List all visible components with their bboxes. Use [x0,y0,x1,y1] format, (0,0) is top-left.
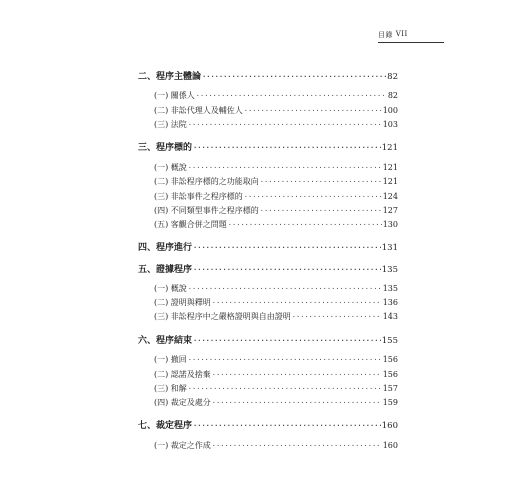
toc-section-row[interactable] [154,176,398,187]
chapter-page-number: 121 [381,143,398,153]
toc-section-row[interactable] [154,90,398,101]
section-page-number: 124 [382,192,398,201]
running-header [378,30,444,43]
section-title: (五) 客觀合併之問題 [154,220,227,229]
section-title: (四) 裁定及處分 [154,398,211,407]
toc-section-row[interactable] [154,369,398,380]
chapter-title: 三、程序標的 [138,143,193,153]
dot-leader [193,421,381,431]
dot-leader [196,91,387,100]
dot-leader [292,312,382,321]
toc-section-row[interactable] [154,105,398,116]
dot-leader [193,243,381,253]
toc-section-row[interactable] [154,205,398,216]
section-title: (二) 非訟程序標的之功能取向 [154,177,259,186]
dot-leader [193,336,381,346]
section-page-number: 127 [382,206,398,215]
toc-chapter-row[interactable] [138,333,398,346]
section-page-number: 136 [382,298,398,307]
section-title: (二) 證明與釋明 [154,298,211,307]
toc-chapter-row[interactable] [138,418,398,431]
toc-section-row[interactable] [154,119,398,130]
dot-leader [188,284,382,293]
section-page-number: 130 [382,220,398,229]
section-title: (一) 關係人 [154,91,195,100]
dot-leader [188,384,382,393]
section-page-number: 143 [382,312,398,321]
section-page-number: 103 [382,120,398,129]
dot-leader [193,265,381,275]
section-title: (三) 和解 [154,384,187,393]
dot-leader [212,441,382,450]
section-page-number: 157 [382,384,398,393]
chapter-title: 五、證據程序 [138,265,193,275]
toc-section-row[interactable] [154,397,398,408]
chapter-title: 二、程序主體論 [138,72,202,82]
section-page-number: 159 [382,398,398,407]
section-title: (三) 法院 [154,120,187,129]
chapter-title: 七、裁定程序 [138,421,193,431]
section-page-number: 82 [387,91,398,100]
section-title: (二) 認諾及捨棄 [154,370,211,379]
chapter-page-number: 155 [381,336,398,346]
chapter-title: 四、程序進行 [138,243,193,253]
section-page-number: 121 [382,177,398,186]
dot-leader [212,398,382,407]
toc-chapter-row[interactable] [138,262,398,275]
toc-chapter-row[interactable] [138,240,398,253]
section-page-number: 121 [382,163,398,172]
toc-section-row[interactable] [154,440,398,451]
section-title: (三) 非訟事件之程序標的 [154,192,243,201]
dot-leader [244,106,382,115]
dot-leader [188,120,382,129]
section-page-number: 160 [382,441,398,450]
toc-chapter-row[interactable] [138,140,398,153]
section-title: (二) 非訟代理人及輔佐人 [154,106,243,115]
dot-leader [202,72,386,82]
toc-section-row[interactable] [154,354,398,365]
toc-section-row[interactable] [154,297,398,308]
dot-leader [188,355,382,364]
dot-leader [188,163,382,172]
section-title: (一) 概說 [154,284,187,293]
toc-section-row[interactable] [154,191,398,202]
section-title: (三) 非訟程序中之嚴格證明與自由證明 [154,312,291,321]
section-title: (四) 不同類型事件之程序標的 [154,206,259,215]
toc-section-row[interactable] [154,162,398,173]
dot-leader [193,143,381,153]
toc-section-row[interactable] [154,311,398,322]
toc-chapter-row[interactable] [138,69,398,82]
toc-section-row[interactable] [154,219,398,230]
toc-section-row[interactable] [154,283,398,294]
chapter-title: 六、程序結束 [138,336,193,346]
dot-leader [228,220,382,229]
header-label: 目錄 [378,31,393,39]
dot-leader [212,298,382,307]
dot-leader [260,206,382,215]
chapter-page-number: 160 [381,421,398,431]
dot-leader [260,177,382,186]
toc-section-row[interactable] [154,383,398,394]
chapter-page-number: 135 [381,265,398,275]
chapter-page-number: 131 [381,243,398,253]
section-page-number: 135 [382,284,398,293]
section-title: (一) 撤回 [154,355,187,364]
section-page-number: 100 [382,106,398,115]
section-page-number: 156 [382,370,398,379]
dot-leader [212,370,382,379]
section-page-number: 156 [382,355,398,364]
header-page-roman: VII [395,30,408,38]
chapter-page-number: 82 [387,72,398,82]
section-title: (一) 概說 [154,163,187,172]
section-title: (一) 裁定之作成 [154,441,211,450]
dot-leader [244,192,382,201]
